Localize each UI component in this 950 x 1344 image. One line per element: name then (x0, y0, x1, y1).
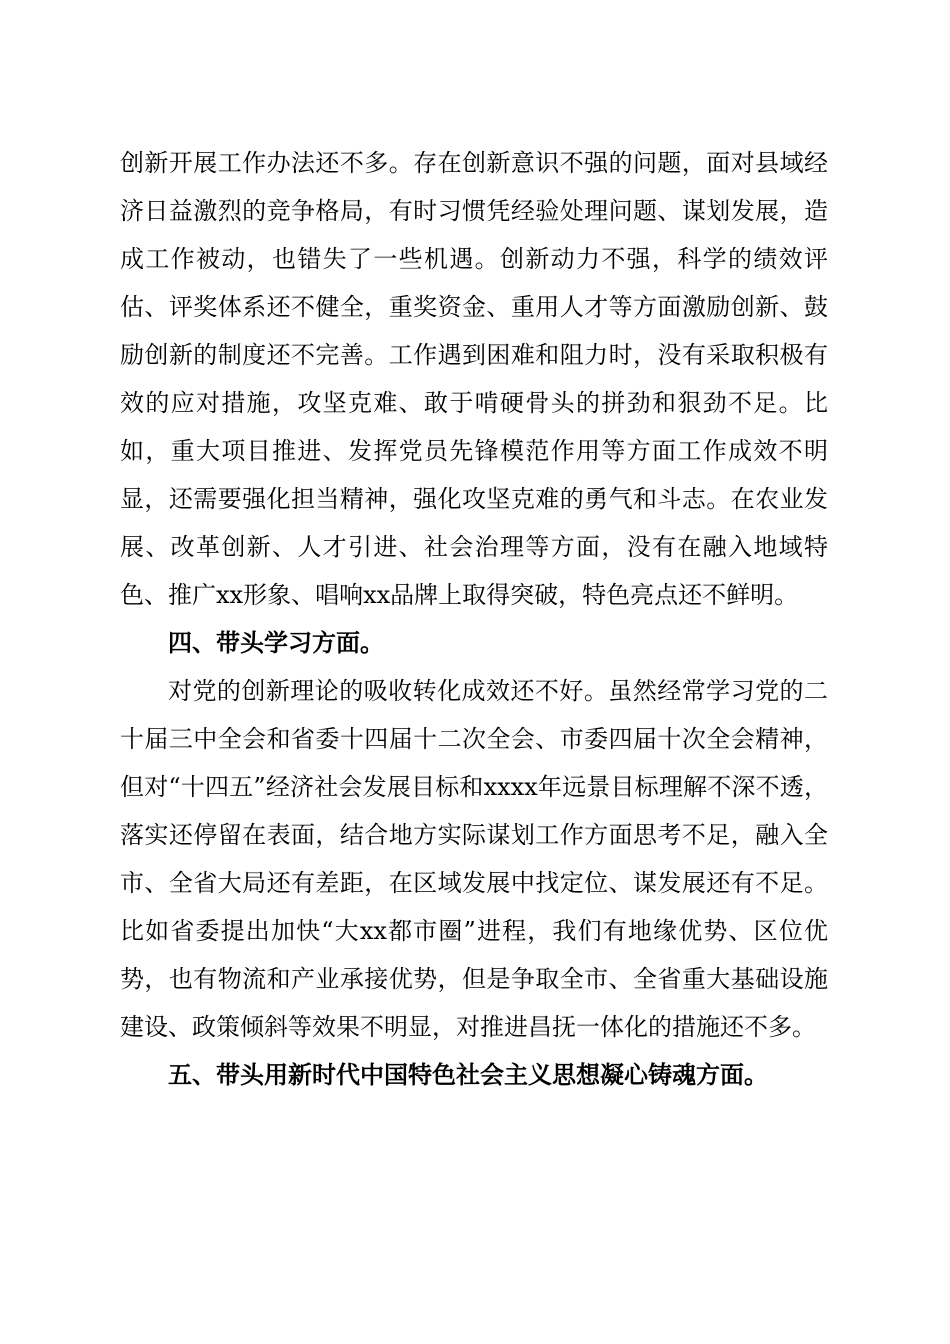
section-heading-five: 五、带头用新时代中国特色社会主义思想凝心铸魂方面。 (168, 1061, 768, 1089)
body-paragraph-continued: 创新开展工作办法还不多。存在创新意识不强的问题，面对县域经济日益激烈的竞争格局，有时习惯凭经验处理问题、谋划发展，造成工作被动，也错失了一些机遇。创新动力不强，科学的绩效评估、评奖体系还不健全，重奖资金、重用人才等方面激励创新、鼓励创新的制度还不完善。工作遇到困难和阻力时，没有采取积极有效的应对措施，攻坚克难、敢于啃硬骨头的拼劲和狠劲不足。比如，重大项目推进、发挥党员先锋模范作用等方面工作成效不明显，还需要强化担当精神，强化攻坚克难的勇气和斗志。在农业发展、改革创新、人才引进、社会治理等方面，没有在融入地域特色、推广xx形象、唱响xx品牌上取得突破，特色亮点还不鲜明。 (120, 149, 828, 609)
section-heading-four: 四、带头学习方面。 (168, 629, 384, 657)
body-paragraph: 对党的创新理论的吸收转化成效还不好。虽然经常学习党的二十届三中全会和省委十四届十二次全会、市委四届十次全会精神，但对“十四五”经济社会发展目标和xxxx年远景目标理解不深不透，落实还停留在表面，结合地方实际谋划工作方面思考不足，融入全市、全省大局还有差距，在区域发展中找定位、谋发展还有不足。比如省委提出加快“大xx都市圈”进程，我们有地缘优势、区位优势，也有物流和产业承接优势，但是争取全市、全省重大基础设施建设、政策倾斜等效果不明显，对推进昌抚一体化的措施还不多。 (120, 677, 828, 1041)
document-page (120, 139, 828, 1099)
